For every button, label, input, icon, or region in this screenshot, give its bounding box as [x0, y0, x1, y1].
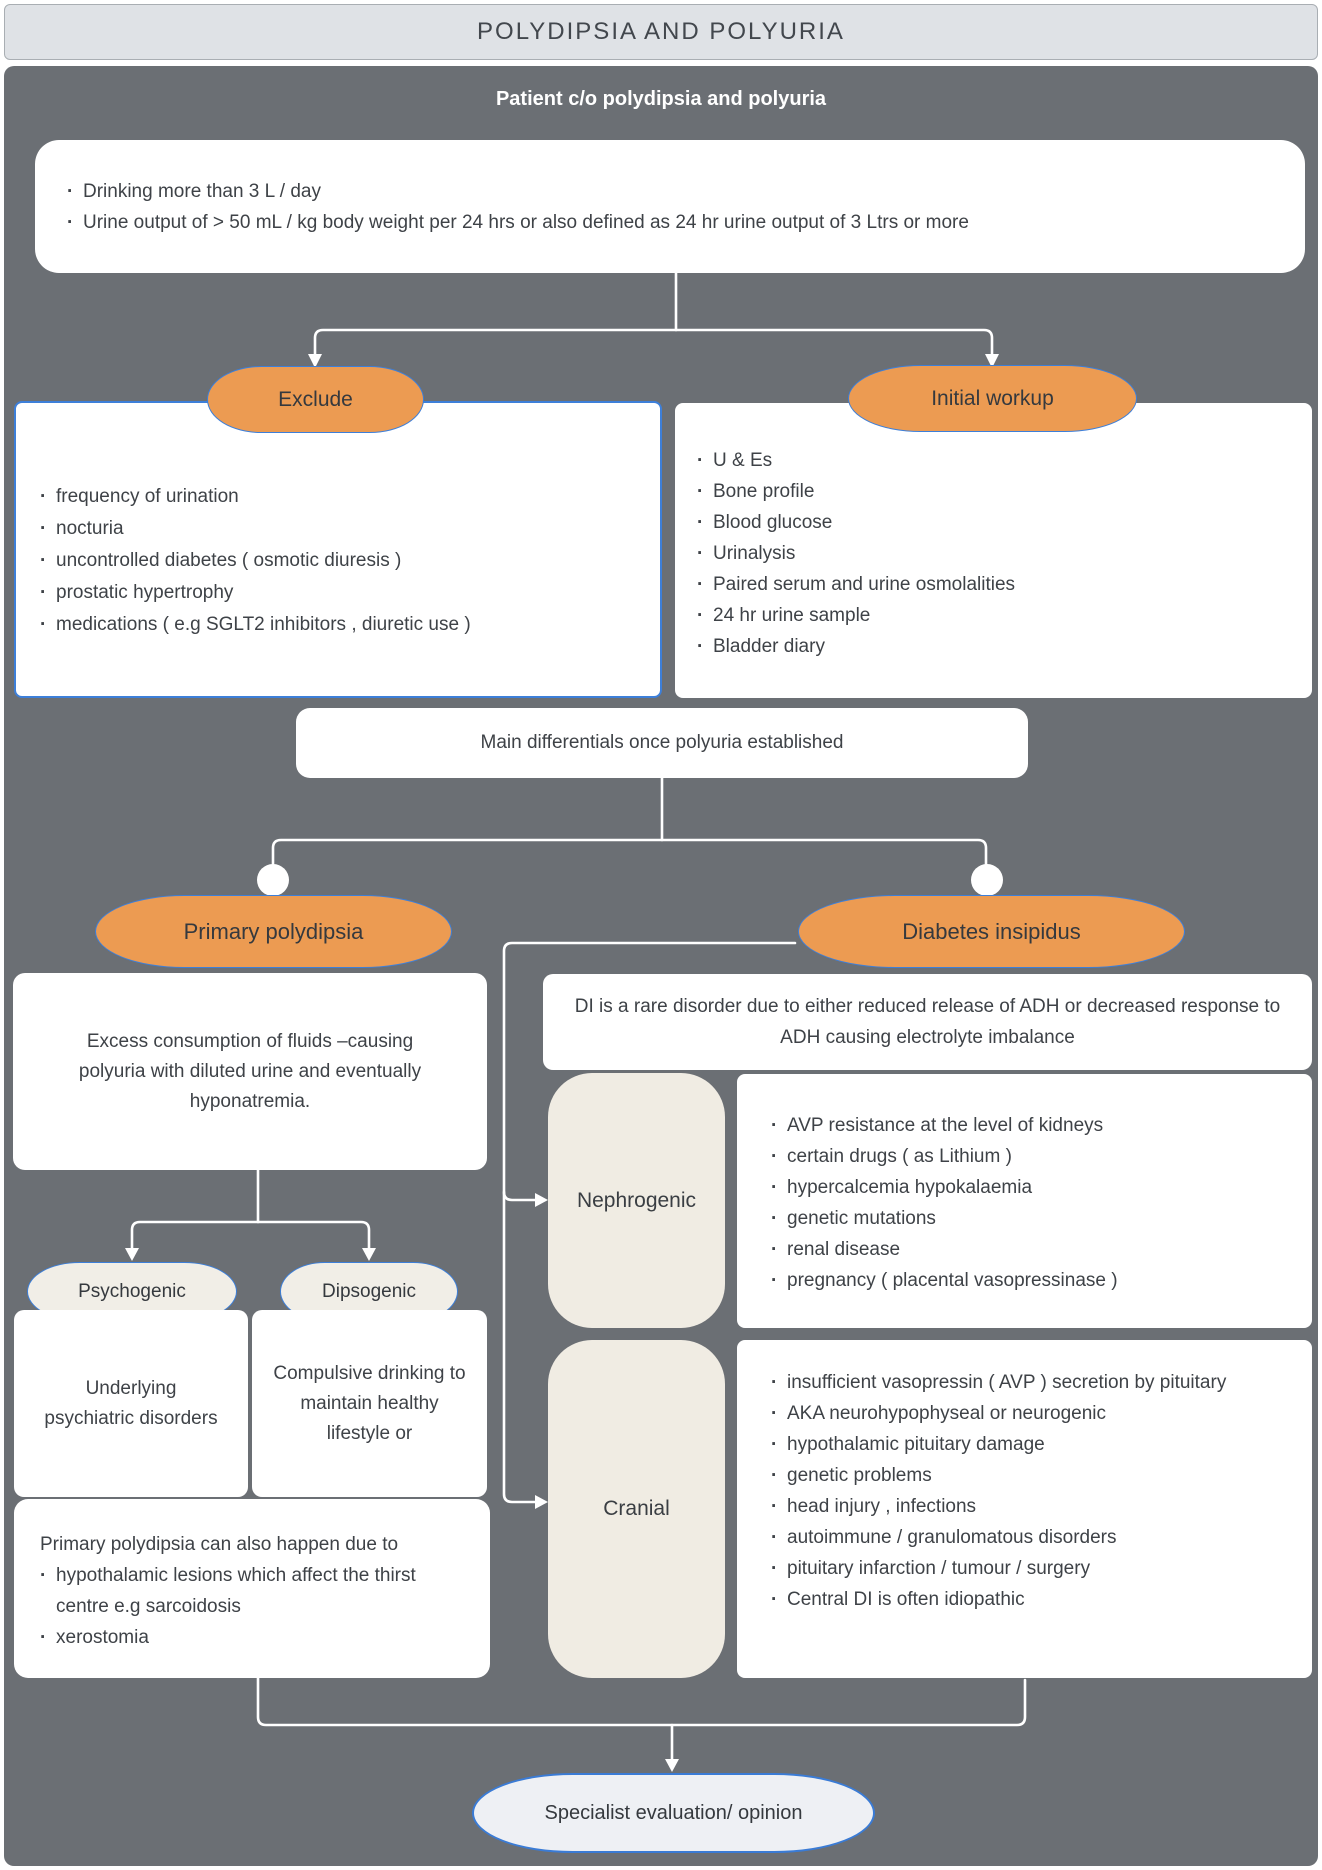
initial-workup-box: [675, 403, 1312, 698]
exclude-item: · nocturia: [40, 513, 640, 545]
psychogenic-text: Underlying psychiatric disorders: [44, 1377, 218, 1429]
initial-workup-item: · Urinalysis: [697, 538, 1292, 569]
main-differentials-text: Main differentials once polyuria established: [480, 732, 844, 753]
nephrogenic-item: · pregnancy ( placental vasopressinase ): [771, 1265, 1288, 1296]
diabetes-insipidus-label: Diabetes insipidus: [902, 918, 1081, 944]
primary-polydipsia-label: Primary polydipsia: [183, 918, 364, 944]
initial-workup-item: · Bone profile: [697, 476, 1292, 507]
cranial-item: · Central DI is often idiopathic: [771, 1584, 1242, 1615]
initial-workup-item: · Blood glucose: [697, 507, 1292, 538]
cranial-item: · insufficient vasopressin ( AVP ) secretion by pituitary: [771, 1367, 1242, 1398]
dipsogenic-box: [252, 1310, 487, 1497]
primary-note-item: · xerostomia: [40, 1622, 466, 1653]
criteria-item: · Urine output of > 50 mL / kg body weight per 24 hrs or also defined as 24 hr urine output of 3 Ltrs or more: [67, 207, 1275, 238]
psychogenic-pill-label: Psychogenic: [78, 1280, 186, 1302]
initial-workup-pill-label: Initial workup: [931, 386, 1054, 410]
cranial-box: [737, 1340, 1312, 1678]
primary-polydipsia-box: [13, 973, 487, 1170]
psychogenic-box: [14, 1310, 248, 1497]
cranial-item: · hypothalamic pituitary damage: [771, 1429, 1242, 1460]
nephrogenic-item: · hypercalcemia hypokalaemia: [771, 1172, 1288, 1203]
exclude-item: · uncontrolled diabetes ( osmotic diuresis ): [40, 545, 640, 577]
exclude-item: · medications ( e.g SGLT2 inhibitors , diuretic use ): [40, 609, 640, 641]
cranial-item: · genetic problems: [771, 1460, 1242, 1491]
criteria-item: · Drinking more than 3 L / day: [67, 176, 1275, 207]
exclude-pill: [207, 366, 424, 433]
nephrogenic-item: · certain drugs ( as Lithium ): [771, 1141, 1288, 1172]
page-title: POLYDIPSIA AND POLYURIA: [477, 18, 845, 45]
nephrogenic-badge: [548, 1073, 725, 1328]
primary-note-item: · hypothalamic lesions which affect the thirst centre e.g sarcoidosis: [40, 1560, 466, 1622]
diabetes-insipidus-description: DI is a rare disorder due to either reduced release of ADH or decreased response to ADH causing electrolyte imbalance: [574, 996, 1281, 1048]
nephrogenic-item: · AVP resistance at the level of kidneys: [771, 1110, 1288, 1141]
initial-workup-item: · 24 hr urine sample: [697, 600, 1292, 631]
patient-heading: Patient c/o polydipsia and polyuria: [495, 88, 827, 110]
exclude-item: · prostatic hypertrophy: [40, 577, 640, 609]
dipsogenic-pill-label: Dipsogenic: [322, 1280, 416, 1302]
diabetes-insipidus-pill: [798, 895, 1185, 968]
exclude-box: [14, 401, 662, 698]
specialist-pill: [472, 1773, 875, 1853]
cranial-item: · head injury , infections: [771, 1491, 1242, 1522]
nephrogenic-item: · genetic mutations: [771, 1203, 1288, 1234]
exclude-pill-label: Exclude: [278, 387, 353, 411]
initial-workup-item: · U & Es: [697, 445, 1292, 476]
cranial-item: · AKA neurohypophyseal or neurogenic: [771, 1398, 1242, 1429]
title-bar: [4, 4, 1318, 60]
specialist-label: Specialist evaluation/ opinion: [544, 1801, 803, 1824]
primary-note-box: [14, 1499, 490, 1678]
cranial-item: · pituitary infarction / tumour / surgery: [771, 1553, 1242, 1584]
dipsogenic-text: Compulsive drinking to maintain healthy lifestyle or: [273, 1362, 466, 1444]
primary-note-intro: Primary polydipsia can also happen due to: [40, 1534, 399, 1555]
initial-workup-pill: [848, 365, 1137, 432]
cranial-item: · autoimmune / granulomatous disorders: [771, 1522, 1242, 1553]
nephrogenic-label: Nephrogenic: [576, 1188, 697, 1212]
criteria-box: [35, 140, 1305, 273]
exclude-item: · frequency of urination: [40, 481, 640, 513]
initial-workup-item: · Paired serum and urine osmolalities: [697, 569, 1292, 600]
primary-polydipsia-pill: [95, 895, 452, 968]
diabetes-insipidus-box: [543, 974, 1312, 1070]
initial-workup-item: · Bladder diary: [697, 631, 1292, 662]
cranial-label: Cranial: [603, 1497, 670, 1520]
main-differentials-box: [296, 708, 1028, 778]
primary-polydipsia-description: Excess consumption of fluids –causing polyuria with diluted urine and eventually hyponatremia.: [78, 1030, 422, 1112]
nephrogenic-item: · renal disease: [771, 1234, 1288, 1265]
nephrogenic-box: [737, 1074, 1312, 1328]
cranial-badge: [548, 1340, 725, 1678]
